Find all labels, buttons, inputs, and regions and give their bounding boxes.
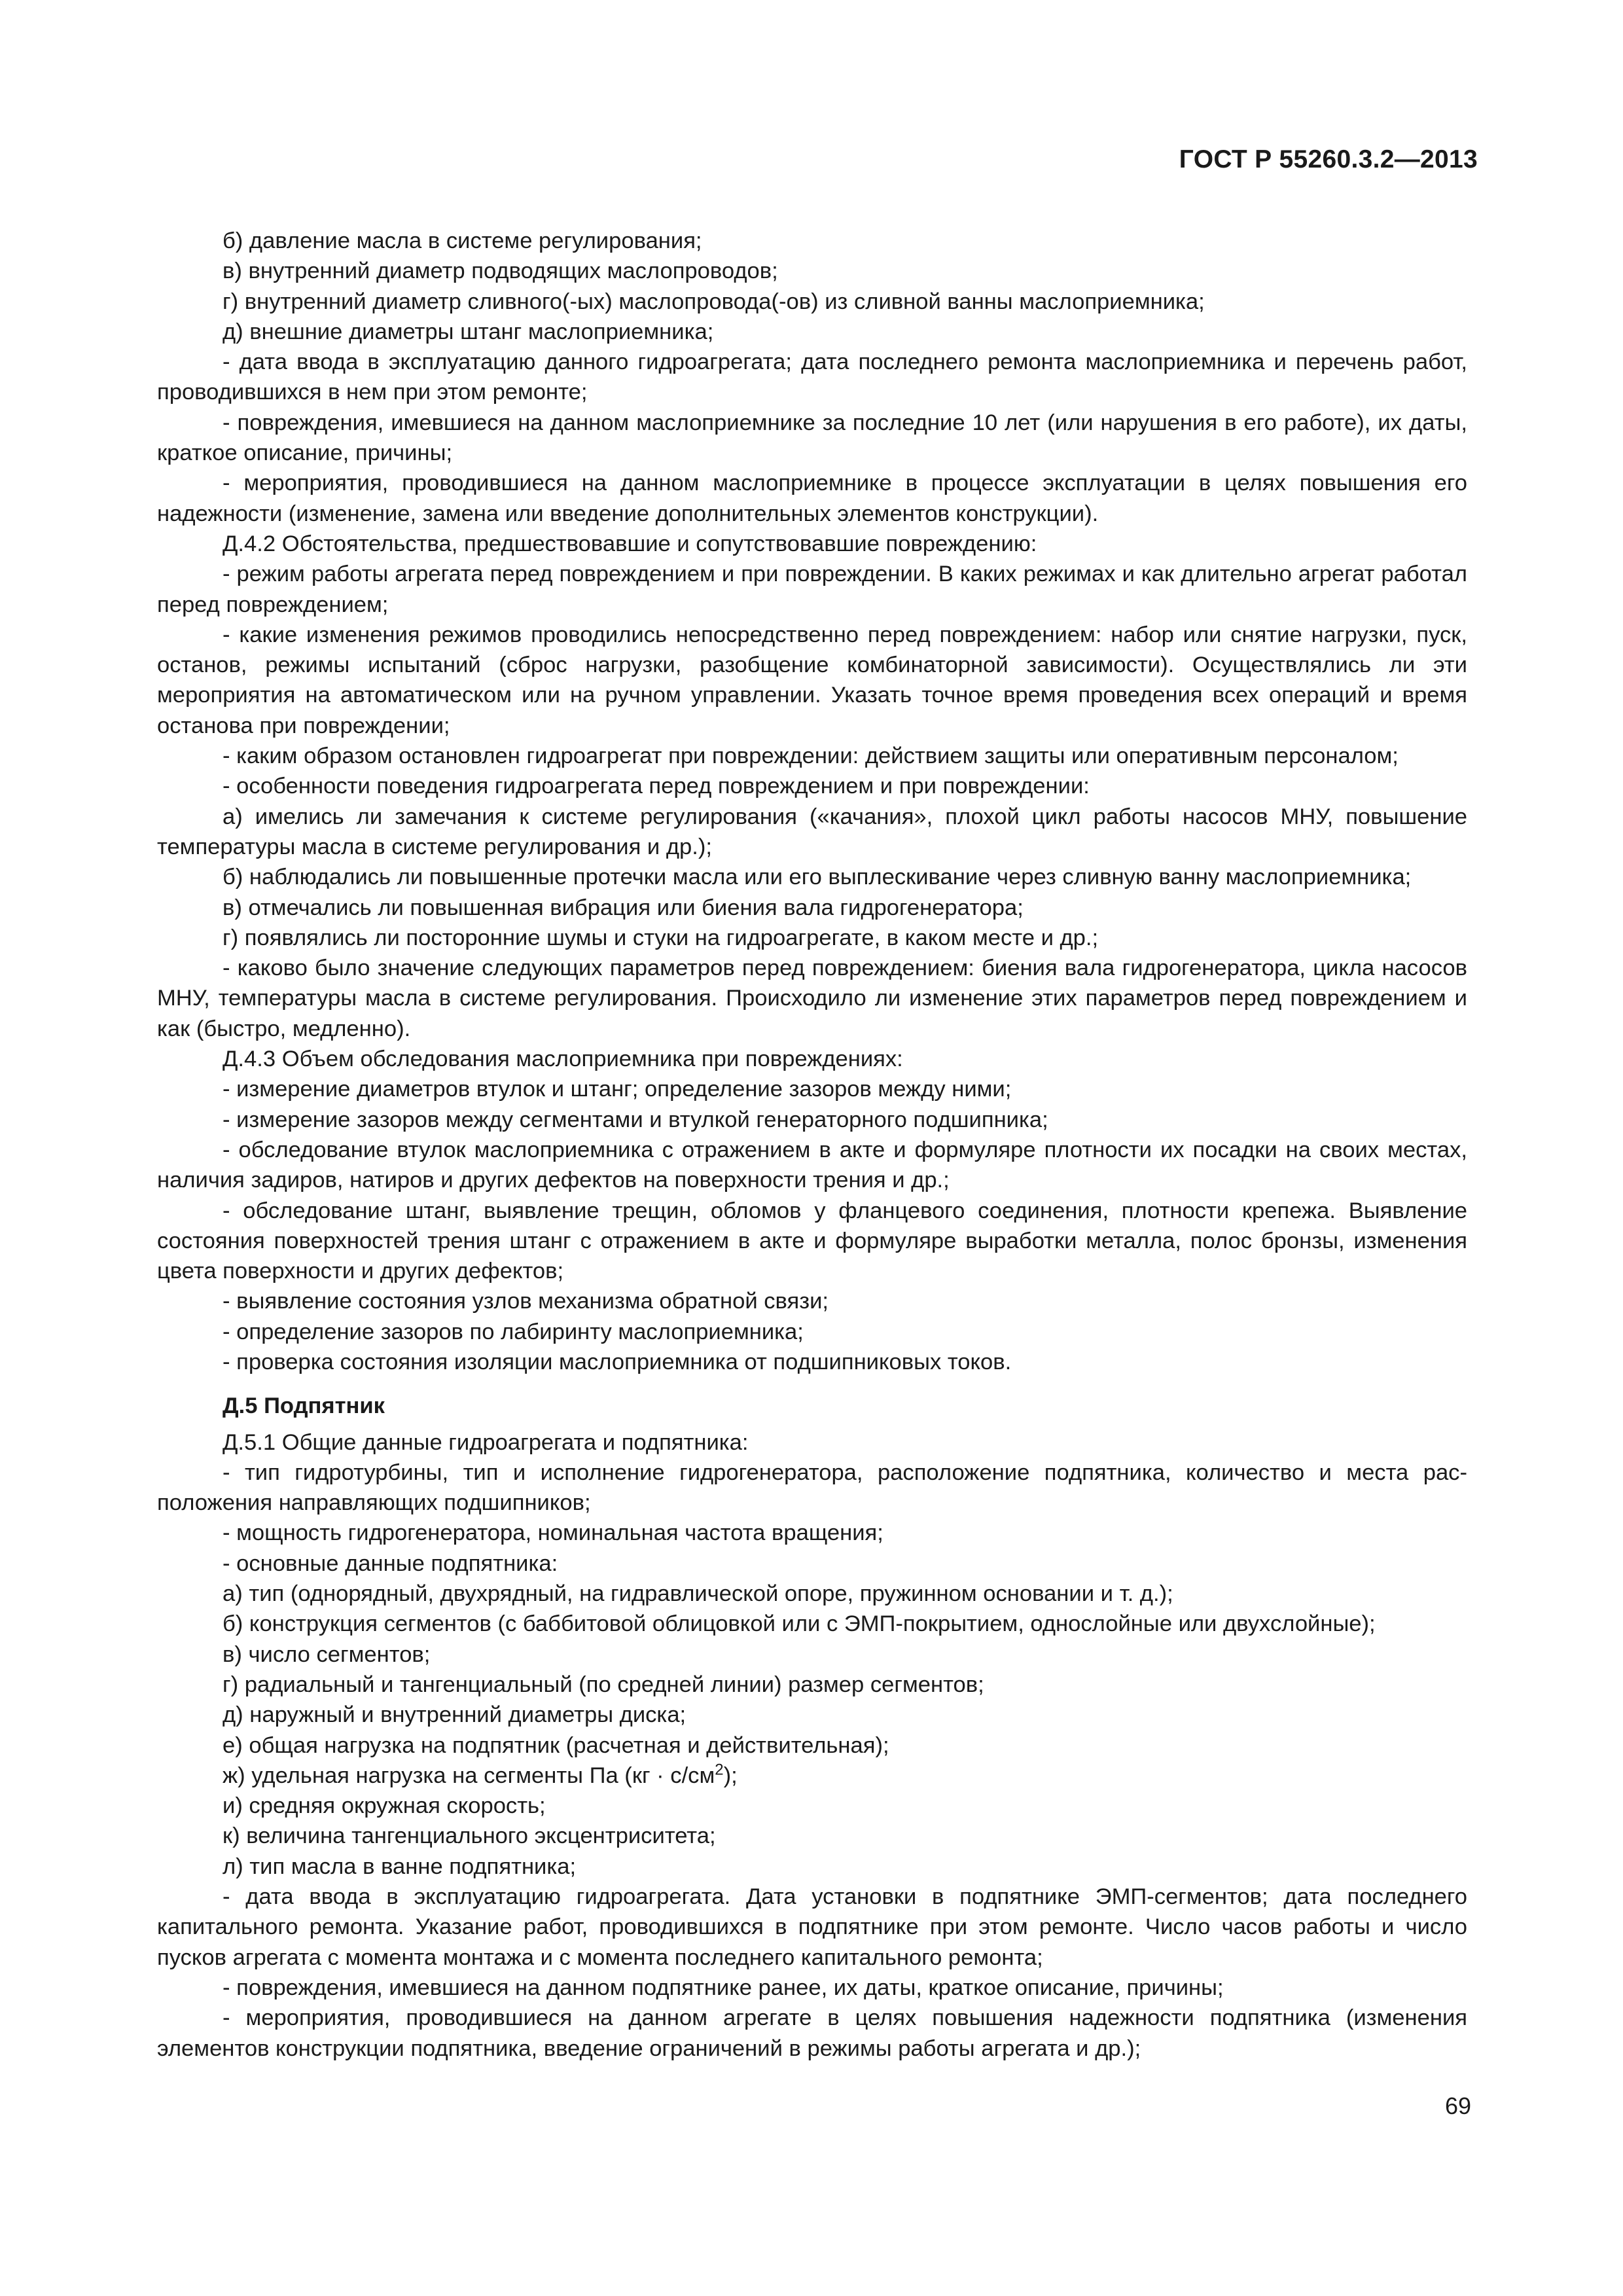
- paragraph: б) давление масла в системе регулирования;: [223, 228, 702, 253]
- paragraph: - мощность гидрогенератора, номинальная частота вращения;: [223, 1520, 883, 1546]
- paragraph: г) появлялись ли посторонние шумы и стуки на гидроагрегате, в каком месте и др.;: [223, 925, 1099, 950]
- paragraph: д) внешние диаметры штанг маслоприемника;: [223, 319, 714, 344]
- paragraph: - основные данные подпятника:: [223, 1551, 558, 1576]
- document-code: ГОСТ Р 55260.3.2—2013: [1179, 145, 1478, 173]
- paragraph: - мероприятия, проводившиеся на данном агрегате в целях повышения надежности подпятника (изменения элементов конструкции подпятника, введение ограничений в режимы работы агрегата и др.);: [157, 2005, 1467, 2061]
- section-heading: Д.5 Подпятник: [223, 1393, 385, 1419]
- paragraph: Д.5.1 Общие данные гидроагрегата и подпятника:: [223, 1429, 749, 1455]
- paragraph: а) имелись ли замечания к системе регулирования («качания», плохой цикл работы насосов МНУ, повышение температуры масла в системе регулирования и др.);: [157, 804, 1467, 859]
- paragraph: л) тип масла в ванне подпятника;: [223, 1854, 577, 1879]
- paragraph: - режим работы агрегата перед повреждением и при повреждении. В каких режимах и как длительно агрегат работал перед повреждением;: [157, 562, 1467, 617]
- paragraph: - измерение зазоров между сегментами и втулкой генераторного подшипника;: [223, 1107, 1048, 1132]
- paragraph: - тип гидротурбины, тип и исполнение гидрогенератора, расположение подпятника, количество и места расположения направляющих подшипников;: [157, 1460, 1467, 1516]
- paragraph: - обследование втулок маслоприемника с отражением в акте и формуляре плотности их посадки на своих местах, наличия задиров, натиров и других дефектов на поверхности трения и др.;: [157, 1137, 1467, 1193]
- paragraph: - дата ввода в эксплуатацию данного гидроагрегата; дата последнего ремонта маслоприемника и перечень работ, проводившихся в нем при этом ремонте;: [157, 350, 1467, 405]
- paragraph: - повреждения, имевшиеся на данном подпятнике ранее, их даты, краткое описание, причины;: [223, 1975, 1224, 2000]
- paragraph: - дата ввода в эксплуатацию гидроагрегата. Дата установки в подпятнике ЭМП-сегментов; дата последнего капитального ремонта. Указание работ, проводившихся в подпятнике при этом ремонте. Число часов работы и число пусков агрегата с момента монтажа и с момента последнего капитального ремонта;: [157, 1884, 1467, 1970]
- paragraph: - определение зазоров по лабиринту маслоприемника;: [223, 1319, 804, 1344]
- paragraph: Д.4.3 Объем обследования маслоприемника при повреждениях:: [223, 1047, 903, 1072]
- paragraph: - каким образом остановлен гидроагрегат при повреждении: действием защиты или оперативным персоналом;: [223, 744, 1399, 769]
- paragraph: - мероприятия, проводившиеся на данном маслоприемнике в процессе эксплуатации в целях повышения его надежности (изменение, замена или введение дополнительных элементов конструкции).: [157, 471, 1467, 526]
- paragraph: и) средняя окружная скорость;: [223, 1793, 546, 1819]
- paragraph: б) конструкция сегментов (с баббитовой облицовкой или с ЭМП-покрытием, однослойные или двухслойные);: [223, 1611, 1376, 1637]
- paragraph: г) внутренний диаметр сливного(-ых) маслопровода(-ов) из сливной ванны маслоприемника;: [223, 289, 1205, 314]
- paragraph: д) наружный и внутренний диаметры диска;: [223, 1702, 687, 1728]
- paragraph: - выявление состояния узлов механизма обратной связи;: [223, 1289, 829, 1314]
- page-number: 69: [1444, 2092, 1471, 2119]
- paragraph: а) тип (однорядный, двухрядный, на гидравлической опоре, пружинном основании и т. д.);: [223, 1581, 1173, 1607]
- paragraph: - обследование штанг, выявление трещин, обломов у фланцевого соединения, плотности крепежа. Выявление состояния поверхностей трения штанг с отражением в акте и формуляре выработки металла, полос бронзы, изменения цвета поверхности и других дефектов;: [157, 1198, 1467, 1284]
- document-body: [157, 226, 1467, 2064]
- paragraph: в) внутренний диаметр подводящих маслопроводов;: [223, 259, 778, 284]
- paragraph: - измерение диаметров втулок и штанг; определение зазоров между ними;: [223, 1077, 1012, 1102]
- paragraph: в) отмечались ли повышенная вибрация или биения вала гидрогенератора;: [223, 895, 1024, 920]
- paragraph: - каково было значение следующих параметров перед повреждением: биения вала гидрогенератора, цикла насосов МНУ, температуры масла в системе регулирования. Происходило ли изменение этих параметров перед повреждением и как (быстро, медленно).: [157, 956, 1467, 1041]
- paragraph: г) радиальный и тангенциальный (по средней линии) размер сегментов;: [223, 1672, 984, 1697]
- paragraph: - проверка состояния изоляции маслоприемника от подшипниковых токов.: [223, 1349, 1012, 1374]
- specific-load-suffix: );: [723, 1763, 738, 1788]
- paragraph: е) общая нагрузка на подпятник (расчетная и действительная);: [223, 1732, 889, 1758]
- superscript: 2: [715, 1761, 724, 1779]
- specific-load-paragraph: [157, 1761, 1467, 1791]
- paragraph: - какие изменения режимов проводились непосредственно перед повреждением: набор или снятие нагрузки, пуск, останов, режимы испытаний (сброс нагрузки, разобщение комбинаторной зависимости). Осуществлялись ли эти мероприятия на автоматическом или на ручном управлении. Указать точное время проведения всех операций и время останова при повреждении;: [157, 622, 1467, 738]
- specific-load-text: ж) удельная нагрузка на сегменты Па (кг · с/см: [223, 1763, 715, 1788]
- paragraph: б) наблюдались ли повышенные протечки масла или его выплескивание через сливную ванну маслоприемника;: [223, 865, 1412, 890]
- paragraph: Д.4.2 Обстоятельства, предшествовавшие и сопутствовавшие повреждению:: [223, 531, 1037, 556]
- paragraph: к) величина тангенциального эксцентриситета;: [223, 1823, 716, 1849]
- paragraph: - повреждения, имевшиеся на данном маслоприемнике за последние 10 лет (или нарушения в его работе), их даты, краткое описание, причины;: [157, 410, 1467, 466]
- paragraph: - особенности поведения гидроагрегата перед повреждением и при повреждении:: [223, 774, 1090, 799]
- paragraph: в) число сегментов;: [223, 1641, 431, 1667]
